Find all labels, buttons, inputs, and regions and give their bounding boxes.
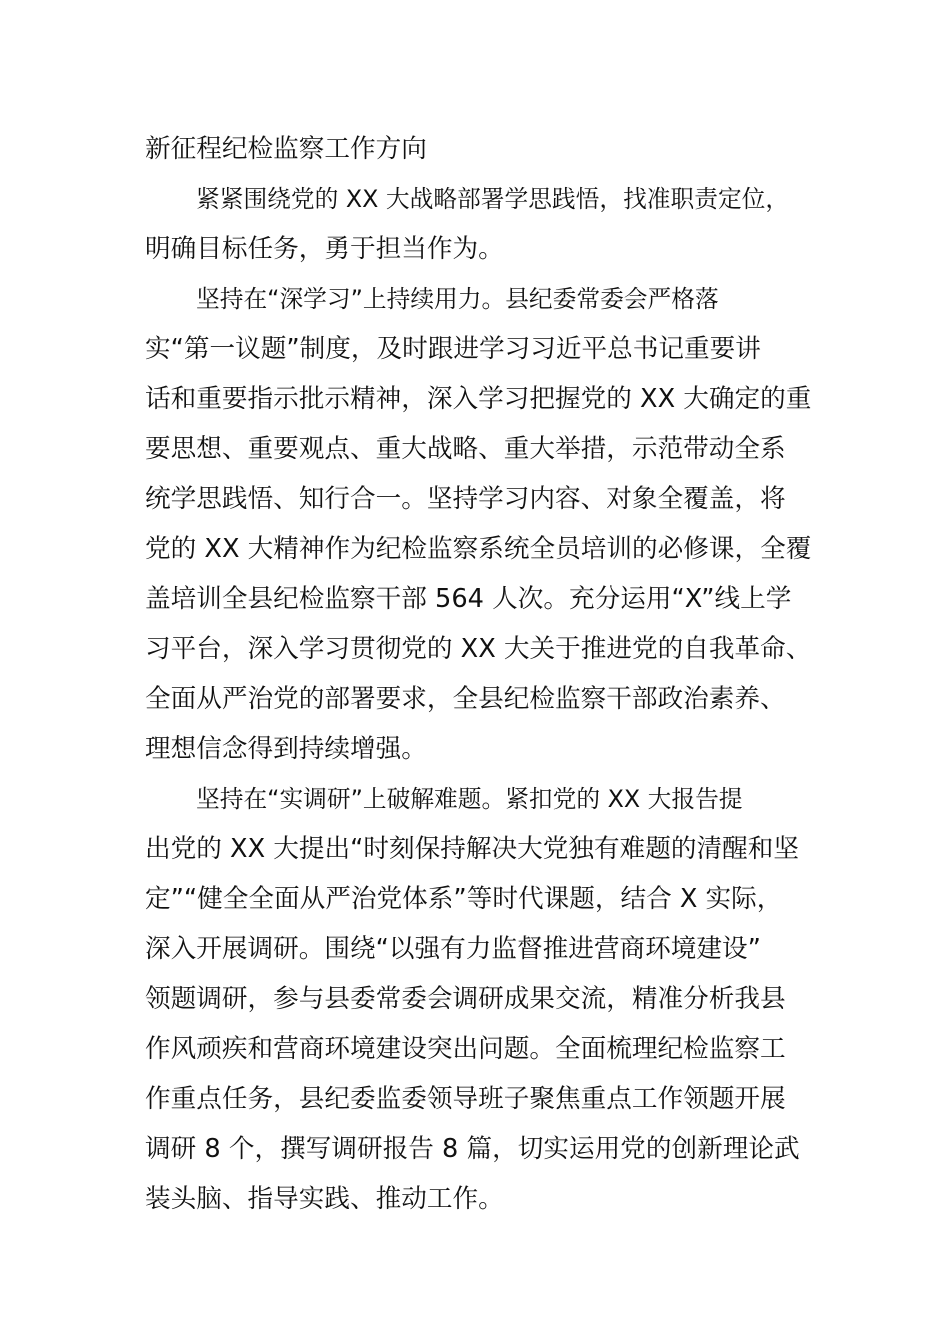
paragraph-3-line: 作风顽疾和营商环境建设突出问题。全面梳理纪检监察工 — [145, 1034, 786, 1064]
paragraph-3-line: 定”“健全全面从严治党体系”等时代课题，结合 X 实际， — [145, 884, 783, 914]
paragraph-3-line: 深入开展调研。围绕“以强有力监督推进营商环境建设” — [145, 934, 761, 964]
paragraph-2-line: 要思想、重要观点、重大战略、重大举措，示范带动全系 — [145, 434, 786, 464]
document-title: 新征程纪检监察工作方向 — [145, 134, 427, 164]
paragraph-2-line: 实“第一议题”制度，及时跟进学习习近平总书记重要讲 — [145, 334, 761, 364]
paragraph-3-line: 出党的 XX 大提出“时刻保持解决大党独有难题的清醒和坚 — [145, 834, 800, 864]
paragraph-3-line: 调研 8 个，撰写调研报告 8 篇，切实运用党的创新理论武 — [145, 1134, 800, 1164]
paragraph-2-line: 统学思践悟、知行合一。坚持学习内容、对象全覆盖，将 — [145, 484, 786, 514]
paragraph-2-line: 全面从严治党的部署要求，全县纪检监察干部政治素养、 — [145, 684, 786, 714]
paragraph-3-line: 坚持在“实调研”上破解难题。紧扣党的 XX 大报告提 — [196, 785, 743, 813]
paragraph-1-line: 紧紧围绕党的 XX 大战略部署学思践悟，找准职责定位， — [196, 185, 790, 213]
paragraph-2-line: 盖培训全县纪检监察干部 564 人次。充分运用“X”线上学 — [145, 584, 792, 614]
paragraph-2-line: 话和重要指示批示精神，深入学习把握党的 XX 大确定的重 — [145, 384, 812, 414]
paragraph-3-line: 作重点任务，县纪委监委领导班子聚焦重点工作领题开展 — [145, 1084, 786, 1114]
paragraph-3-line: 装头脑、指导实践、推动工作。 — [145, 1184, 504, 1214]
paragraph-2-line: 习平台，深入学习贯彻党的 XX 大关于推进党的自我革命、 — [145, 634, 812, 664]
paragraph-1-line: 明确目标任务，勇于担当作为。 — [145, 234, 504, 264]
paragraph-3-line: 领题调研，参与县委常委会调研成果交流，精准分析我县 — [145, 984, 786, 1014]
paragraph-2-line: 党的 XX 大精神作为纪检监察系统全员培训的必修课，全覆 — [145, 534, 812, 564]
paragraph-2-line: 理想信念得到持续增强。 — [145, 734, 427, 764]
paragraph-2-line: 坚持在“深学习”上持续用力。县纪委常委会严格落 — [196, 285, 719, 313]
